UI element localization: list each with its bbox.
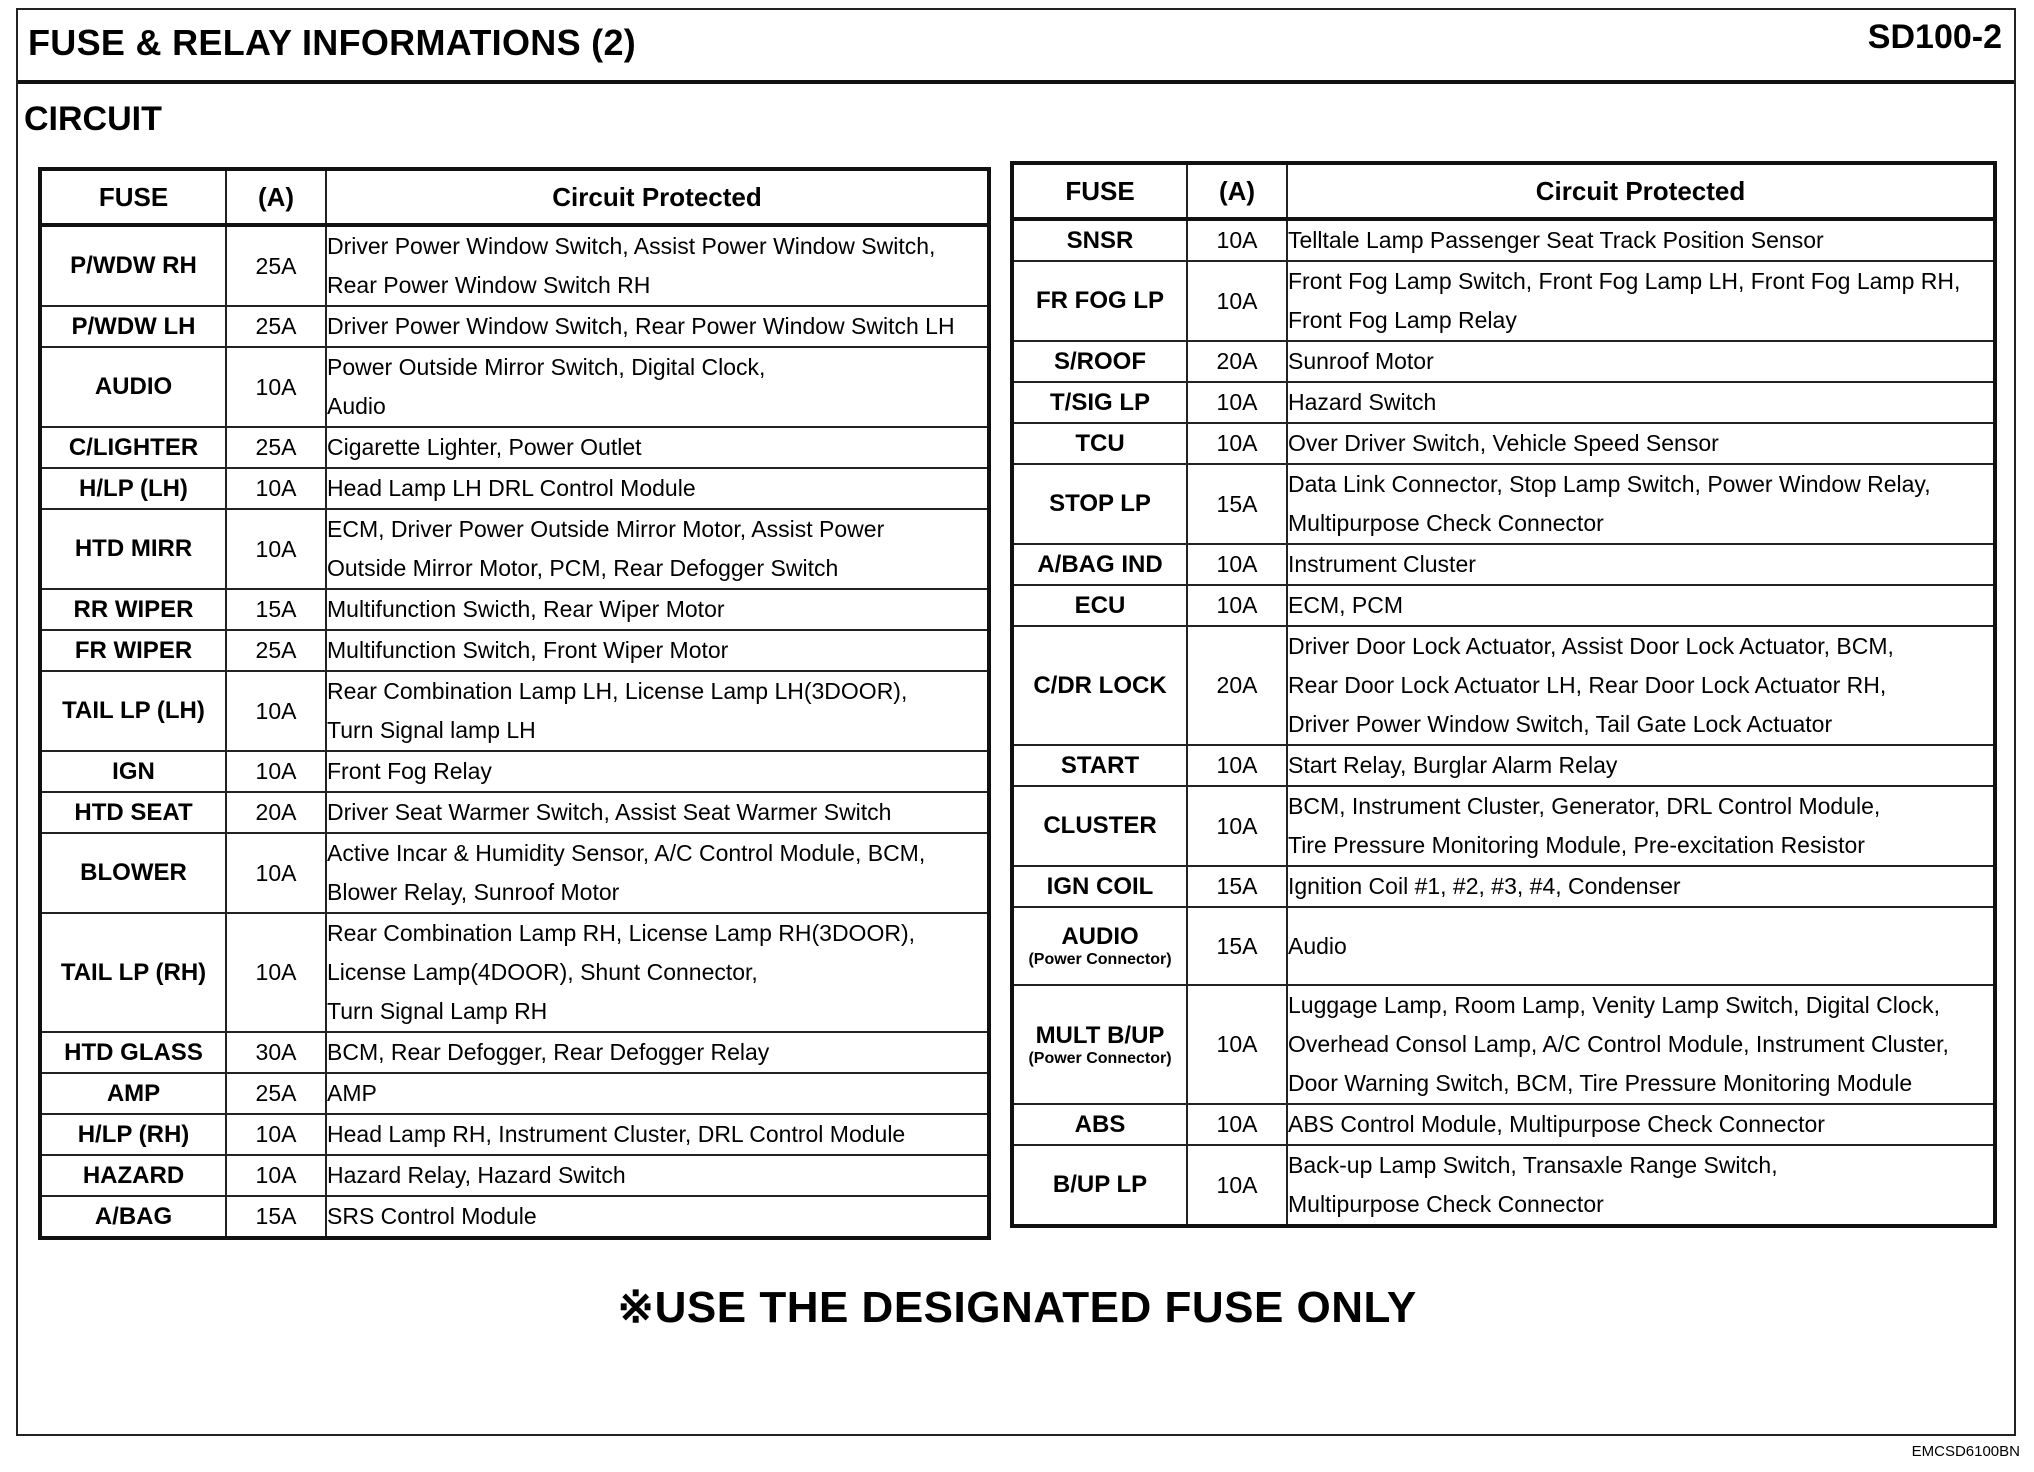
- fuse-amperage: 15A: [1187, 907, 1287, 985]
- table-row: [40, 1155, 989, 1196]
- column-header-amp: (A): [226, 169, 326, 225]
- fuse-name: TCU: [1075, 429, 1125, 457]
- section-title: CIRCUIT: [24, 100, 162, 138]
- fuse-name: B/UP LP: [1052, 1171, 1148, 1198]
- fuse-name-cell: [1012, 261, 1187, 341]
- circuit-protected: Power Outside Mirror Switch, Digital Clock, Audio: [326, 347, 989, 427]
- fuse-name-cell: [1012, 985, 1187, 1104]
- fuse-amperage: 15A: [1187, 866, 1287, 907]
- circuit-protected: Driver Door Lock Actuator, Assist Door Lock Actuator, BCM, Rear Door Lock Actuator LH, Rear Door Lock Actuator RH, Driver Power Window Switch, Tail Gate Lock Actuator: [1287, 626, 1995, 745]
- table-row: [40, 1114, 989, 1155]
- circuit-protected: Front Fog Lamp Switch, Front Fog Lamp LH, Front Fog Lamp RH, Front Fog Lamp Relay: [1287, 261, 1995, 341]
- circuit-protected: Head Lamp RH, Instrument Cluster, DRL Control Module: [326, 1114, 989, 1155]
- fuse-amperage: 10A: [1187, 786, 1287, 866]
- right-fuse-table: [1010, 161, 1997, 1228]
- circuit-protected: Driver Power Window Switch, Rear Power Window Switch LH: [326, 306, 989, 347]
- fuse-amperage: 30A: [226, 1032, 326, 1073]
- fuse-name-cell: [40, 589, 226, 630]
- table-row: [40, 509, 989, 589]
- circuit-protected: BCM, Rear Defogger, Rear Defogger Relay: [326, 1032, 989, 1073]
- fuse-name: CLUSTER: [1043, 812, 1157, 839]
- fuse-name-cell: [40, 1114, 226, 1155]
- fuse-name-cell: [40, 509, 226, 589]
- table-row: [1012, 585, 1995, 626]
- fuse-name: SNSR: [1066, 226, 1134, 254]
- table-header-row: [1012, 163, 1995, 219]
- column-header-fuse: FUSE: [1012, 163, 1187, 219]
- left-fuse-table: [38, 167, 991, 1240]
- circuit-protected: Multifunction Switch, Front Wiper Motor: [326, 630, 989, 671]
- fuse-amperage: 10A: [226, 833, 326, 913]
- circuit-protected: Telltale Lamp Passenger Seat Track Position Sensor: [1287, 219, 1995, 261]
- fuse-name: STOP LP: [1049, 490, 1151, 517]
- fuse-name-cell: [40, 225, 226, 306]
- fuse-name-cell: [40, 347, 226, 427]
- circuit-protected: Rear Combination Lamp RH, License Lamp RH(3DOOR), License Lamp(4DOOR), Shunt Connector, Turn Signal Lamp RH: [326, 913, 989, 1032]
- fuse-name-cell: [1012, 907, 1187, 985]
- circuit-protected: Audio: [1287, 907, 1995, 985]
- fuse-name-cell: [1012, 866, 1187, 907]
- column-header-amp: (A): [1187, 163, 1287, 219]
- fuse-name: IGN COIL: [1046, 872, 1154, 900]
- fuse-amperage: 10A: [226, 913, 326, 1032]
- fuse-name: HTD MIRR: [74, 535, 193, 562]
- fuse-name: AUDIO: [1061, 923, 1139, 950]
- circuit-protected: Start Relay, Burglar Alarm Relay: [1287, 745, 1995, 786]
- fuse-name: H/LP (RH): [77, 1120, 190, 1148]
- fuse-amperage: 10A: [226, 671, 326, 751]
- fuse-name: MULT B/UP: [1035, 1021, 1165, 1049]
- footer-code: EMCSD6100BN: [1911, 1443, 2020, 1460]
- fuse-name-cell: [40, 630, 226, 671]
- fuse-name: A/BAG IND: [1037, 550, 1163, 578]
- fuse-amperage: 15A: [226, 1196, 326, 1238]
- fuse-name: AMP: [106, 1079, 161, 1107]
- fuse-name: TAIL LP (RH): [60, 958, 207, 986]
- circuit-protected: Over Driver Switch, Vehicle Speed Sensor: [1287, 423, 1995, 464]
- fuse-amperage: 20A: [1187, 341, 1287, 382]
- column-header-circuit: Circuit Protected: [326, 169, 989, 225]
- fuse-amperage: 10A: [1187, 219, 1287, 261]
- fuse-amperage: 10A: [1187, 261, 1287, 341]
- circuit-protected: Back-up Lamp Switch, Transaxle Range Switch, Multipurpose Check Connector: [1287, 1145, 1995, 1226]
- fuse-name-cell: [1012, 464, 1187, 544]
- fuse-name-cell: [1012, 626, 1187, 745]
- circuit-protected: Head Lamp LH DRL Control Module: [326, 468, 989, 509]
- fuse-name: S/ROOF: [1053, 347, 1146, 375]
- fuse-name-cell: [40, 751, 226, 792]
- fuse-amperage: 10A: [1187, 985, 1287, 1104]
- fuse-amperage: 25A: [226, 225, 326, 306]
- table-row: [1012, 544, 1995, 585]
- circuit-protected: Hazard Switch: [1287, 382, 1995, 423]
- table-row: [1012, 866, 1995, 907]
- circuit-protected: AMP: [326, 1073, 989, 1114]
- circuit-protected: Luggage Lamp, Room Lamp, Venity Lamp Switch, Digital Clock, Overhead Consol Lamp, A/C Control Module, Instrument Cluster, Door Warning Switch, BCM, Tire Pressure Monitoring Module: [1287, 985, 1995, 1104]
- designated-fuse-note: ※USE THE DESIGNATED FUSE ONLY: [617, 1283, 1417, 1332]
- fuse-name-cell: [1012, 544, 1187, 585]
- fuse-name: ABS: [1074, 1110, 1126, 1138]
- table-row: [40, 751, 989, 792]
- fuse-name-cell: [40, 671, 226, 751]
- fuse-amperage: 25A: [226, 306, 326, 347]
- fuse-name: C/LIGHTER: [68, 433, 199, 461]
- table-row: [1012, 745, 1995, 786]
- fuse-amperage: 15A: [226, 589, 326, 630]
- fuse-name: RR WIPER: [73, 595, 194, 623]
- fuse-name-cell: [1012, 745, 1187, 786]
- circuit-protected: ECM, PCM: [1287, 585, 1995, 626]
- fuse-amperage: 10A: [226, 347, 326, 427]
- page-title: FUSE & RELAY INFORMATIONS (2): [28, 22, 637, 63]
- circuit-protected: ECM, Driver Power Outside Mirror Motor, Assist Power Outside Mirror Motor, PCM, Rear Defogger Switch: [326, 509, 989, 589]
- circuit-protected: Driver Power Window Switch, Assist Power Window Switch, Rear Power Window Switch RH: [326, 225, 989, 306]
- table-row: [40, 671, 989, 751]
- fuse-amperage: 10A: [1187, 382, 1287, 423]
- table-row: [1012, 1145, 1995, 1226]
- fuse-amperage: 10A: [226, 1155, 326, 1196]
- fuse-amperage: 20A: [226, 792, 326, 833]
- fuse-amperage: 10A: [1187, 1104, 1287, 1145]
- fuse-amperage: 10A: [226, 509, 326, 589]
- fuse-name: P/WDW LH: [71, 312, 196, 340]
- table-row: [1012, 261, 1995, 341]
- table-row: [40, 1073, 989, 1114]
- fuse-name: BLOWER: [80, 859, 187, 886]
- table-row: [40, 913, 989, 1032]
- fuse-amperage: 10A: [1187, 745, 1287, 786]
- fuse-name-cell: [40, 792, 226, 833]
- fuse-name: TAIL LP (LH): [62, 697, 205, 724]
- fuse-amperage: 25A: [226, 1073, 326, 1114]
- table-row: [40, 468, 989, 509]
- fuse-name-cell: [1012, 786, 1187, 866]
- table-row: [1012, 341, 1995, 382]
- fuse-name: C/DR LOCK: [1033, 671, 1167, 699]
- circuit-protected: Multifunction Swicth, Rear Wiper Motor: [326, 589, 989, 630]
- fuse-amperage: 10A: [226, 468, 326, 509]
- fuse-name-cell: [1012, 341, 1187, 382]
- column-header-circuit: Circuit Protected: [1287, 163, 1995, 219]
- fuse-amperage: 10A: [226, 751, 326, 792]
- document-code: SD100-2: [1867, 18, 2002, 56]
- table-row: [40, 630, 989, 671]
- circuit-protected: Hazard Relay, Hazard Switch: [326, 1155, 989, 1196]
- fuse-name: FR WIPER: [74, 636, 193, 664]
- circuit-protected: SRS Control Module: [326, 1196, 989, 1238]
- table-row: [40, 306, 989, 347]
- fuse-name-cell: [40, 427, 226, 468]
- fuse-amperage: 15A: [1187, 464, 1287, 544]
- fuse-amperage: 10A: [1187, 544, 1287, 585]
- fuse-subtitle: (Power Connector): [1028, 951, 1172, 968]
- fuse-name: T/SIG LP: [1049, 388, 1150, 416]
- fuse-name-cell: [1012, 219, 1187, 261]
- column-header-fuse: FUSE: [40, 169, 226, 225]
- circuit-protected: Driver Seat Warmer Switch, Assist Seat Warmer Switch: [326, 792, 989, 833]
- table-row: [40, 589, 989, 630]
- fuse-name-cell: [40, 833, 226, 913]
- table-row: [40, 1032, 989, 1073]
- table-row: [1012, 464, 1995, 544]
- fuse-name: START: [1060, 751, 1140, 779]
- fuse-amperage: 20A: [1187, 626, 1287, 745]
- fuse-amperage: 10A: [1187, 585, 1287, 626]
- fuse-name: IGN: [112, 757, 155, 785]
- circuit-protected: ABS Control Module, Multipurpose Check Connector: [1287, 1104, 1995, 1145]
- fuse-amperage: 10A: [1187, 423, 1287, 464]
- header-bar: [18, 10, 2014, 84]
- table-row: [1012, 423, 1995, 464]
- fuse-name: AUDIO: [94, 373, 173, 400]
- fuse-amperage: 25A: [226, 427, 326, 468]
- table-row: [1012, 219, 1995, 261]
- table-row: [40, 792, 989, 833]
- table-row: [1012, 626, 1995, 745]
- fuse-name-cell: [1012, 382, 1187, 423]
- fuse-subtitle: (Power Connector): [1028, 1049, 1172, 1067]
- fuse-name: P/WDW RH: [70, 252, 197, 279]
- fuse-name: A/BAG: [94, 1202, 173, 1230]
- table-row: [40, 225, 989, 306]
- table-row: [1012, 1104, 1995, 1145]
- table-header-row: [40, 169, 989, 225]
- circuit-protected: Sunroof Motor: [1287, 341, 1995, 382]
- circuit-protected: Cigarette Lighter, Power Outlet: [326, 427, 989, 468]
- fuse-name: FR FOG LP: [1036, 287, 1164, 314]
- circuit-protected: Front Fog Relay: [326, 751, 989, 792]
- fuse-amperage: 10A: [1187, 1145, 1287, 1226]
- circuit-protected: BCM, Instrument Cluster, Generator, DRL Control Module, Tire Pressure Monitoring Module, Pre-excitation Resistor: [1287, 786, 1995, 866]
- table-row: [40, 347, 989, 427]
- table-row: [1012, 382, 1995, 423]
- fuse-name-cell: [40, 306, 226, 347]
- table-row: [1012, 985, 1995, 1104]
- fuse-name-cell: [40, 468, 226, 509]
- fuse-name-cell: [1012, 1104, 1187, 1145]
- fuse-name: HTD GLASS: [64, 1038, 203, 1066]
- fuse-amperage: 10A: [226, 1114, 326, 1155]
- fuse-name-cell: [40, 1196, 226, 1238]
- circuit-protected: Instrument Cluster: [1287, 544, 1995, 585]
- table-row: [1012, 786, 1995, 866]
- table-row: [40, 1196, 989, 1238]
- fuse-name-cell: [40, 1032, 226, 1073]
- table-row: [1012, 907, 1995, 985]
- fuse-name-cell: [1012, 585, 1187, 626]
- circuit-protected: Active Incar & Humidity Sensor, A/C Control Module, BCM, Blower Relay, Sunroof Motor: [326, 833, 989, 913]
- fuse-amperage: 25A: [226, 630, 326, 671]
- circuit-protected: Data Link Connector, Stop Lamp Switch, Power Window Relay, Multipurpose Check Connector: [1287, 464, 1995, 544]
- fuse-name-cell: [1012, 423, 1187, 464]
- fuse-name: HTD SEAT: [74, 798, 193, 826]
- circuit-protected: Ignition Coil #1, #2, #3, #4, Condenser: [1287, 866, 1995, 907]
- fuse-name: HAZARD: [82, 1161, 185, 1189]
- table-row: [40, 427, 989, 468]
- circuit-protected: Rear Combination Lamp LH, License Lamp LH(3DOOR), Turn Signal lamp LH: [326, 671, 989, 751]
- table-row: [40, 833, 989, 913]
- fuse-name-cell: [40, 913, 226, 1032]
- fuse-name-cell: [1012, 1145, 1187, 1226]
- fuse-name-cell: [40, 1073, 226, 1114]
- fuse-name: H/LP (LH): [79, 474, 188, 502]
- fuse-name-cell: [40, 1155, 226, 1196]
- fuse-name: ECU: [1074, 591, 1126, 619]
